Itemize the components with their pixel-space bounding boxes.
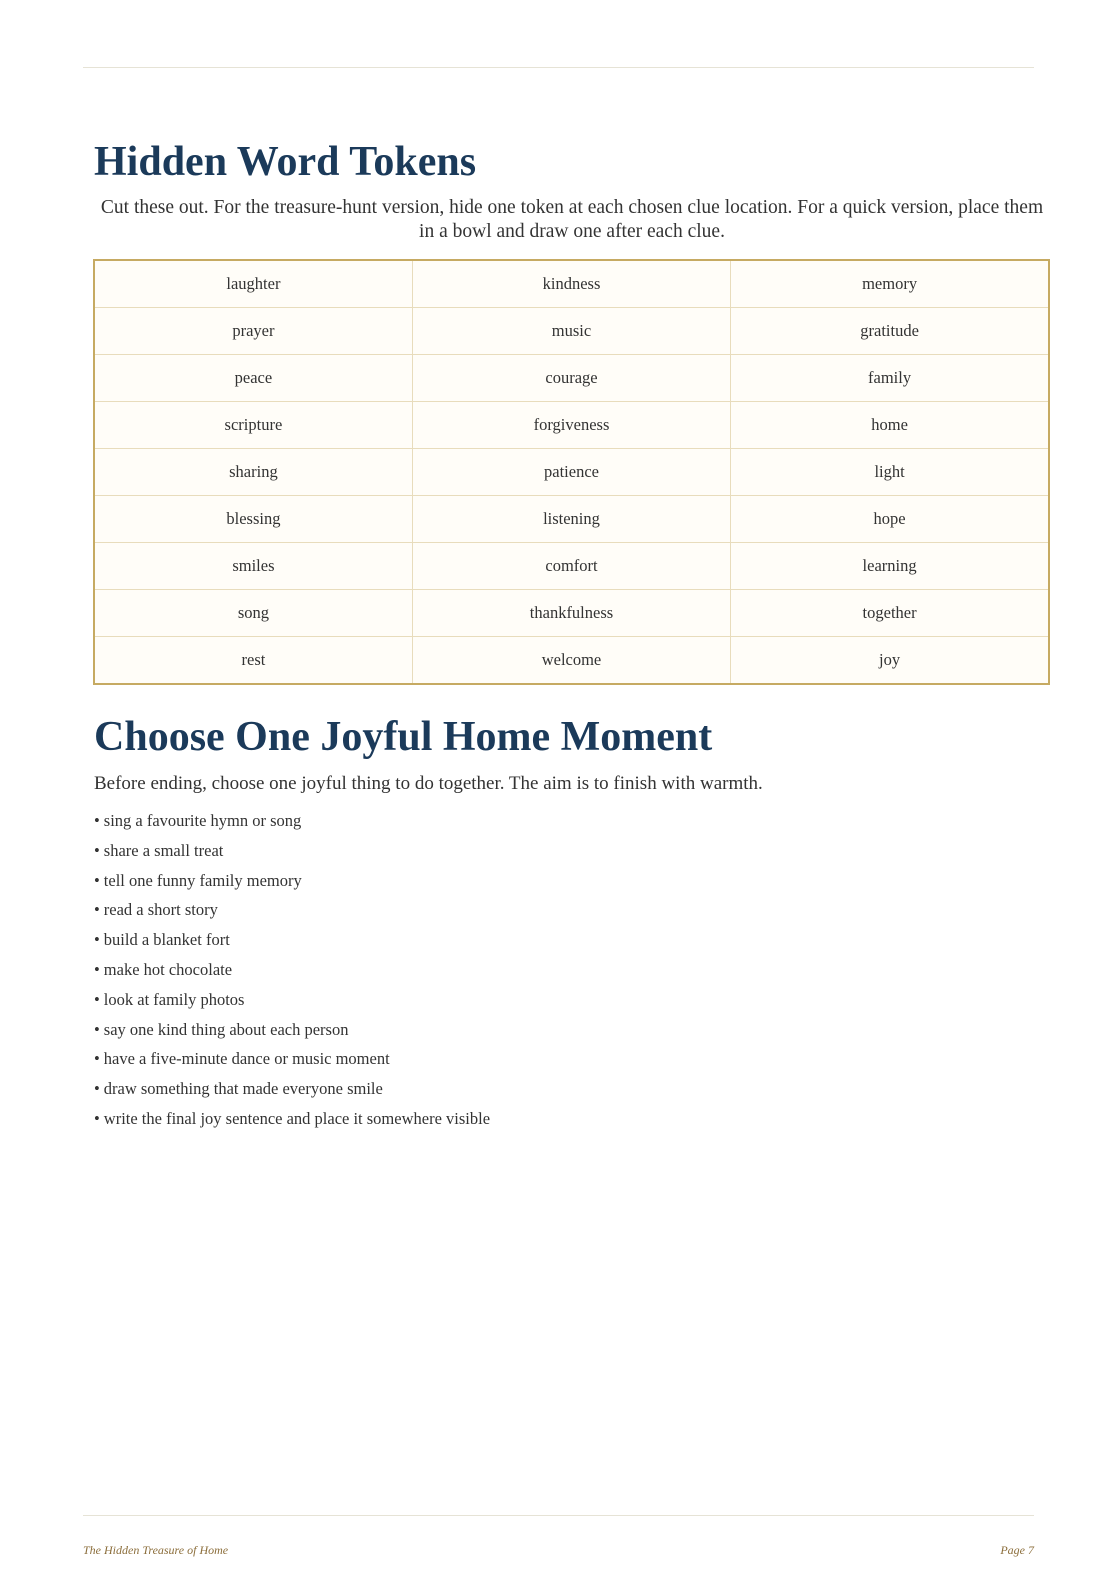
bullet-glyph: • [94,959,100,979]
token-row [94,496,1049,543]
tokens-section-title: Hidden Word Tokens [94,139,477,185]
word-token-cell: blessing [94,496,412,543]
word-tokens-table [93,259,1050,685]
word-token-cell: memory [731,260,1049,308]
bullet-glyph: • [94,930,100,950]
word-token-cell: kindness [412,260,730,308]
token-row [94,637,1049,685]
tokens-section-intro: Cut these out. For the treasure-hunt version, hide one token at each chosen clue location. For a quick version, place them in a bowl and draw one after each clue. [100,197,1044,242]
header-rule [83,67,1034,68]
list-item [94,1015,490,1045]
token-row [94,308,1049,355]
word-token-cell: courage [412,355,730,402]
word-token-cell: home [731,402,1049,449]
list-item [94,836,490,866]
word-token-cell: thankfulness [412,590,730,637]
word-token-cell: smiles [94,543,412,590]
word-token-cell: patience [412,449,730,496]
word-token-cell: together [731,590,1049,637]
list-item [94,925,490,955]
bullet-glyph: • [94,989,100,1009]
token-row [94,355,1049,402]
moment-section-intro: Before ending, choose one joyful thing to do together. The aim is to finish with warmth. [94,773,763,794]
footer-rule [83,1515,1034,1516]
bullet-glyph: • [94,1108,100,1128]
word-token-cell: laughter [94,260,412,308]
word-token-cell: welcome [412,637,730,685]
token-row [94,402,1049,449]
footer-document-title: The Hidden Treasure of Home [83,1543,229,1557]
list-item-text: tell one funny family memory [103,870,302,890]
list-item-text: say one kind thing about each person [103,1019,349,1039]
word-token-cell: gratitude [731,308,1049,355]
list-item [94,1074,490,1104]
list-item [94,806,490,836]
list-item [94,895,490,925]
list-item [94,866,490,896]
moment-section-title: Choose One Joyful Home Moment [94,714,713,760]
bullet-glyph: • [94,870,100,890]
word-token-cell: hope [731,496,1049,543]
list-item-text: share a small treat [103,840,224,860]
bullet-glyph: • [94,900,100,920]
word-token-cell: scripture [94,402,412,449]
word-token-cell: song [94,590,412,637]
list-item-text: read a short story [103,900,218,920]
word-token-cell: peace [94,355,412,402]
word-token-cell: joy [731,637,1049,685]
word-token-cell: light [731,449,1049,496]
token-row [94,543,1049,590]
list-item-text: build a blanket fort [103,930,230,950]
list-item-text: make hot chocolate [103,959,233,979]
token-row [94,590,1049,637]
bullet-glyph: • [94,840,100,860]
footer-page-number: Page 7 [1000,1543,1034,1557]
word-token-cell: sharing [94,449,412,496]
list-item [94,985,490,1015]
list-item-text: draw something that made everyone smile [103,1079,383,1099]
list-item [94,955,490,985]
list-item-text: look at family photos [103,989,245,1009]
joyful-moment-list [94,806,490,1134]
word-token-cell: prayer [94,308,412,355]
list-item [94,1044,490,1074]
word-token-cell: music [412,308,730,355]
word-token-cell: comfort [412,543,730,590]
word-token-cell: family [731,355,1049,402]
word-token-cell: forgiveness [412,402,730,449]
list-item-text: sing a favourite hymn or song [103,811,302,830]
list-item-text: have a five-minute dance or music moment [103,1049,390,1069]
word-token-cell: rest [94,637,412,685]
token-row [94,260,1049,308]
bullet-glyph: • [94,811,100,830]
bullet-glyph: • [94,1079,100,1099]
list-item [94,1104,490,1134]
bullet-glyph: • [94,1019,100,1039]
token-row [94,449,1049,496]
bullet-glyph: • [94,1049,100,1069]
word-token-cell: learning [731,543,1049,590]
list-item-text: write the final joy sentence and place it somewhere visible [103,1108,491,1128]
word-token-cell: listening [412,496,730,543]
